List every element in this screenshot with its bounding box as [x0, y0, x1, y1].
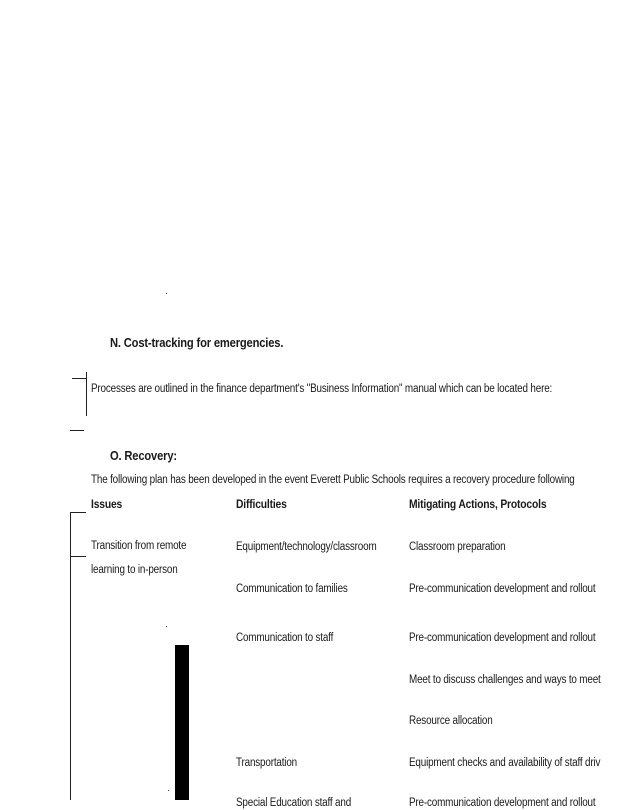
col-header-issues: Issues: [91, 497, 123, 511]
col-header-mitigating-actions: Mitigating Actions, Protocols: [409, 497, 547, 511]
scan-speck: [166, 626, 167, 627]
action-cell: Meet to discuss challenges and ways to meet: [409, 674, 601, 686]
scan-artifact-bar: [175, 645, 189, 800]
scan-speck: [166, 293, 167, 294]
difficulty-cell: Equipment/technology/classroom: [236, 541, 377, 553]
difficulty-cell: Special Education staff and: [236, 797, 352, 809]
col-header-difficulties: Difficulties: [236, 497, 287, 511]
action-cell: Pre-communication development and rollout: [409, 583, 596, 595]
section-o-heading: O. Recovery:: [110, 448, 177, 463]
issue-line-2: learning to in-person: [91, 564, 178, 576]
action-cell: Classroom preparation: [409, 541, 506, 553]
action-cell: Equipment checks and availability of staff driv: [409, 757, 601, 769]
table-bracket-mid: [70, 556, 86, 557]
issue-line-1: Transition from remote: [91, 540, 187, 552]
difficulty-cell: Communication to staff: [236, 632, 334, 644]
table-bracket-top: [70, 512, 86, 513]
scan-speck: [168, 790, 169, 791]
action-cell: Pre-communication development and rollout: [409, 797, 596, 809]
difficulty-cell: Communication to families: [236, 583, 348, 595]
action-cell: Resource allocation: [409, 715, 493, 727]
bracket-bottom: [70, 430, 84, 431]
bracket-vertical: [86, 372, 87, 416]
bracket-top: [72, 378, 86, 379]
section-n-body: Processes are outlined in the finance department's "Business Information" manual which can be located here:: [91, 383, 553, 395]
section-n-heading: N. Cost-tracking for emergencies.: [110, 335, 284, 350]
section-o-intro: The following plan has been developed in the event Everett Public Schools requires a recovery procedure following: [91, 474, 575, 486]
difficulty-cell: Transportation: [236, 757, 298, 769]
action-cell: Pre-communication development and rollout: [409, 632, 596, 644]
